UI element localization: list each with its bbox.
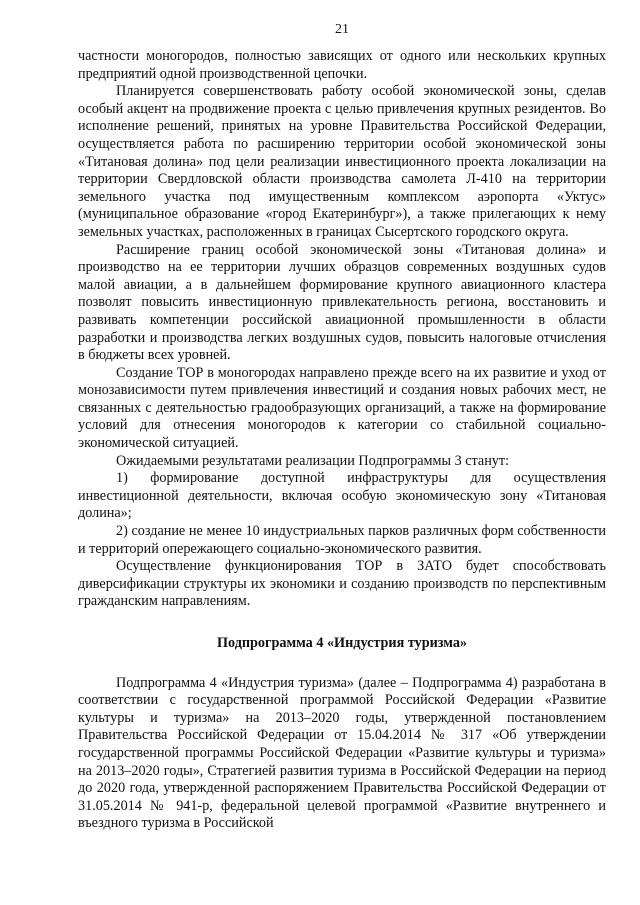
paragraph-continuation: частности моногородов, полностью зависящих от одного или нескольких крупных предприятий одной производственной цепочки. [78, 48, 606, 82]
document-page [78, 22, 606, 833]
paragraph-subprogram-4: Подпрограмма 4 «Индустрия туризма» (далее – Подпрограмма 4) разработана в соответствии с государственной программой Российской Федерации «Развитие культуры и туризма» на 2013–2020 годы, утвержденной постановлением Правительства Российской Федерации от 15.04.2014 № 317 «Об утверждении государственной программы Российской Федерации «Развитие культуры и туризма» на 2013–2020 годы», Стратегией развития туризма в Российской Федерации на период до 2020 года, утвержденной распоряжением Правительства Российской Федерации от 31.05.2014 № 941-р, федеральной целевой программой «Развитие внутреннего и въездного туризма в Российской [78, 674, 606, 832]
paragraph-special-economic-zone: Планируется совершенствовать работу особой экономической зоны, сделав особый акцент на продвижение проекта с целью привлечения крупных резидентов. Во исполнение решений, принятых на уровне Правительства Российской Федерации, осуществляется работа по расширению территории особой экономической зоны «Титановая долина» под цели реализации инвестиционного проекта локализации на территории Свердловской области производства самолета Л-410 на территории земельного участка под имущественным комплексом аэропорта «Уктус» (муниципальное образование «город Екатеринбург»), а также прилегающих к нему земельных участках, расположенных в границах Сысертского городского округа. [78, 83, 606, 240]
list-item-1: 1) формирование доступной инфраструктуры для осуществления инвестиционной деятельности, включая особую экономическую зону «Титановая долина»; [78, 470, 606, 522]
paragraph-expected-results: Ожидаемыми результатами реализации Подпрограммы 3 станут: [116, 452, 510, 469]
paragraph-zato: Осуществление функционирования ТОР в ЗАТО будет способствовать диверсификации структуры их экономики и созданию производств по перспективным гражданским направлениям. [78, 558, 606, 610]
paragraph-tor-monotowns: Создание ТОР в моногородах направлено прежде всего на их развитие и уход от монозависимости путем привлечения инвестиций и создания новых рабочих мест, не связанных с деятельностью градообразующих организаций, а также на формирование условий для отнесения моногородов к категории со стабильной социально-экономической ситуацией. [78, 364, 606, 452]
page-number: 21 [335, 22, 349, 37]
list-item-2: 2) создание не менее 10 индустриальных парков различных форм собственности и территорий опережающего социально-экономического развития. [78, 523, 606, 557]
paragraph-zone-expansion: Расширение границ особой экономической зоны «Титановая долина» и производство на ее территории лучших образцов современных воздушных судов малой авиации, а в дальнейшем формирование крупного авиационного кластера позволят повысить инвестиционную привлекательность региона, восстановить и развивать компетенции российской авиационной промышленности в области разработки и производства легких воздушных судов, повысить налоговые отчисления в бюджеты всех уровней. [78, 241, 606, 364]
section-heading: Подпрограмма 4 «Индустрия туризма» [216, 635, 468, 651]
